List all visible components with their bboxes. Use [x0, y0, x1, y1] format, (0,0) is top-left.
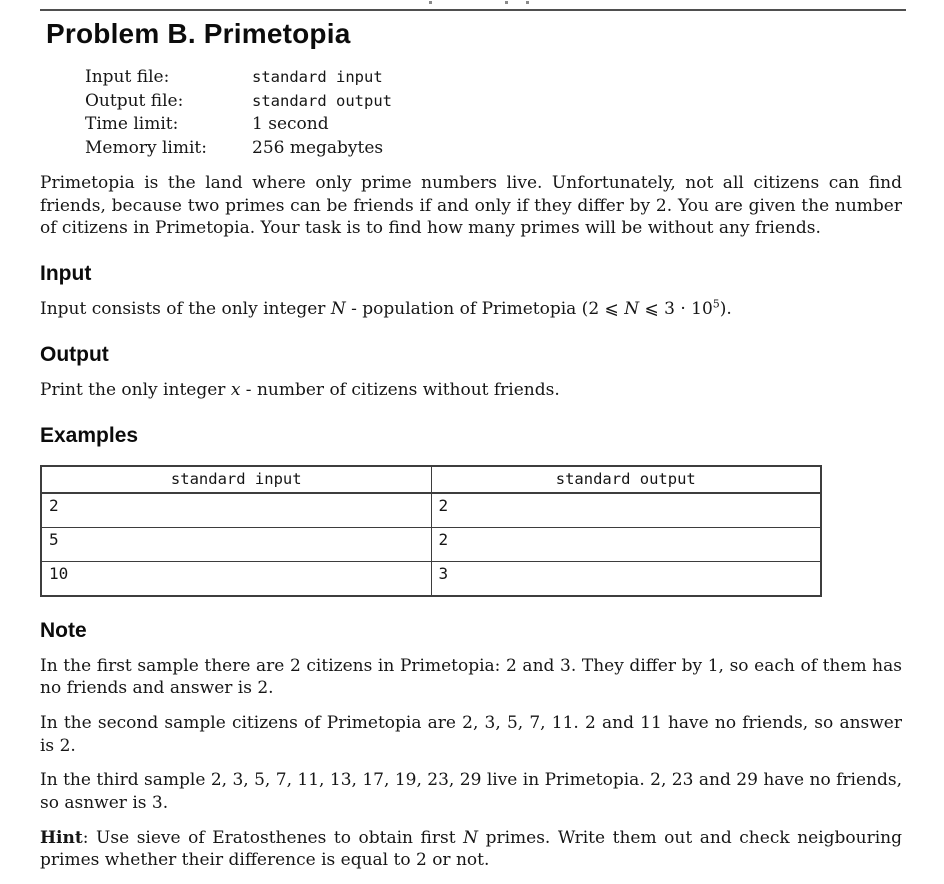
examples-header-row [41, 466, 821, 493]
input-text-2: - population of Primetopia (2 ⩽ [345, 299, 625, 320]
examples-col-standard-output: standard output [431, 466, 821, 493]
output-description [40, 379, 902, 402]
note-paragraph-3: In the third sample 2, 3, 5, 7, 11, 13, 17, 19, 23, 29 live in Primetopia. 2, 23 and 29 have no friends, so asnwer is 3. [40, 770, 902, 814]
meta-time-limit [85, 113, 904, 137]
examples-heading: Examples [40, 423, 139, 447]
hint-label: Hint [40, 827, 83, 848]
input-heading: Input [40, 262, 92, 286]
input-description [40, 298, 902, 321]
header-rule [40, 9, 906, 11]
input-text-3: ⩽ 3 · 10 [639, 299, 713, 320]
input-var-n: N [330, 299, 346, 320]
output-text-2: - number of citizens without friends. [240, 379, 560, 400]
page-title: Problem B. Primetopia [46, 18, 351, 49]
examples-table-head [41, 466, 821, 493]
meta-memory-limit [85, 137, 904, 161]
hint-text-2: primes. Write them out and check neigbouring primes whether their difference is equal to 2 or not. [40, 827, 902, 871]
meta-input-file-value: standard input [252, 68, 383, 86]
table-row [41, 561, 821, 596]
meta-memory-limit-label: Memory limit: [85, 137, 207, 158]
input-exponent: 5 [712, 297, 720, 311]
output-heading: Output [40, 342, 109, 366]
meta-output-file-value: standard output [252, 91, 392, 110]
meta-output-file [85, 90, 904, 114]
example-3-output: 3 [431, 561, 821, 596]
problem-statement: Primetopia is the land where only prime numbers live. Unfortunately, not all citizens can find friends, because two primes can be friends if and only if they differ by 2. You are given the number of citizens in Primetopia. Your task is to find how many primes will be without any friends. [40, 173, 902, 239]
meta-time-limit-label: Time limit: [85, 114, 179, 134]
hint-var-n: N [463, 827, 479, 848]
example-1-output: 2 [431, 493, 821, 528]
example-2-output: 2 [431, 527, 821, 561]
output-text-1: Print the only integer [40, 379, 231, 400]
examples-col-standard-input: standard input [41, 466, 431, 493]
output-var-x: x [230, 379, 241, 400]
input-text-4: ). [719, 299, 732, 320]
note-heading: Note [40, 618, 87, 642]
hint-text-1: : Use sieve of Eratosthenes to obtain first [82, 827, 464, 848]
hint-paragraph [40, 827, 902, 872]
table-row [41, 527, 821, 561]
examples-table-body [41, 493, 821, 596]
example-1-input: 2 [41, 493, 431, 528]
input-text-1: Input consists of the only integer [40, 299, 331, 320]
problem-meta [85, 66, 904, 160]
meta-input-file-label: Input file: [85, 67, 170, 87]
example-2-input: 5 [41, 527, 431, 561]
clipped-header-fragment [505, 1, 508, 4]
problem-document [40, 14, 904, 884]
example-3-input: 10 [41, 561, 431, 596]
examples-table [40, 465, 822, 597]
meta-input-file [85, 66, 904, 90]
table-row [41, 493, 821, 528]
meta-output-file-label: Output file: [85, 90, 184, 111]
clipped-header-fragment [526, 1, 529, 4]
meta-memory-limit-value: 256 megabytes [252, 137, 384, 158]
meta-time-limit-value: 1 second [252, 114, 329, 134]
note-paragraph-2: In the second sample citizens of Primetopia are 2, 3, 5, 7, 11. 2 and 11 have no friends, so answer is 2. [40, 712, 902, 756]
clipped-header-fragment [429, 1, 432, 4]
note-paragraph-1: In the first sample there are 2 citizens in Primetopia: 2 and 3. They differ by 1, so each of them has no friends and answer is 2. [40, 655, 902, 699]
input-var-n2: N [624, 299, 640, 320]
